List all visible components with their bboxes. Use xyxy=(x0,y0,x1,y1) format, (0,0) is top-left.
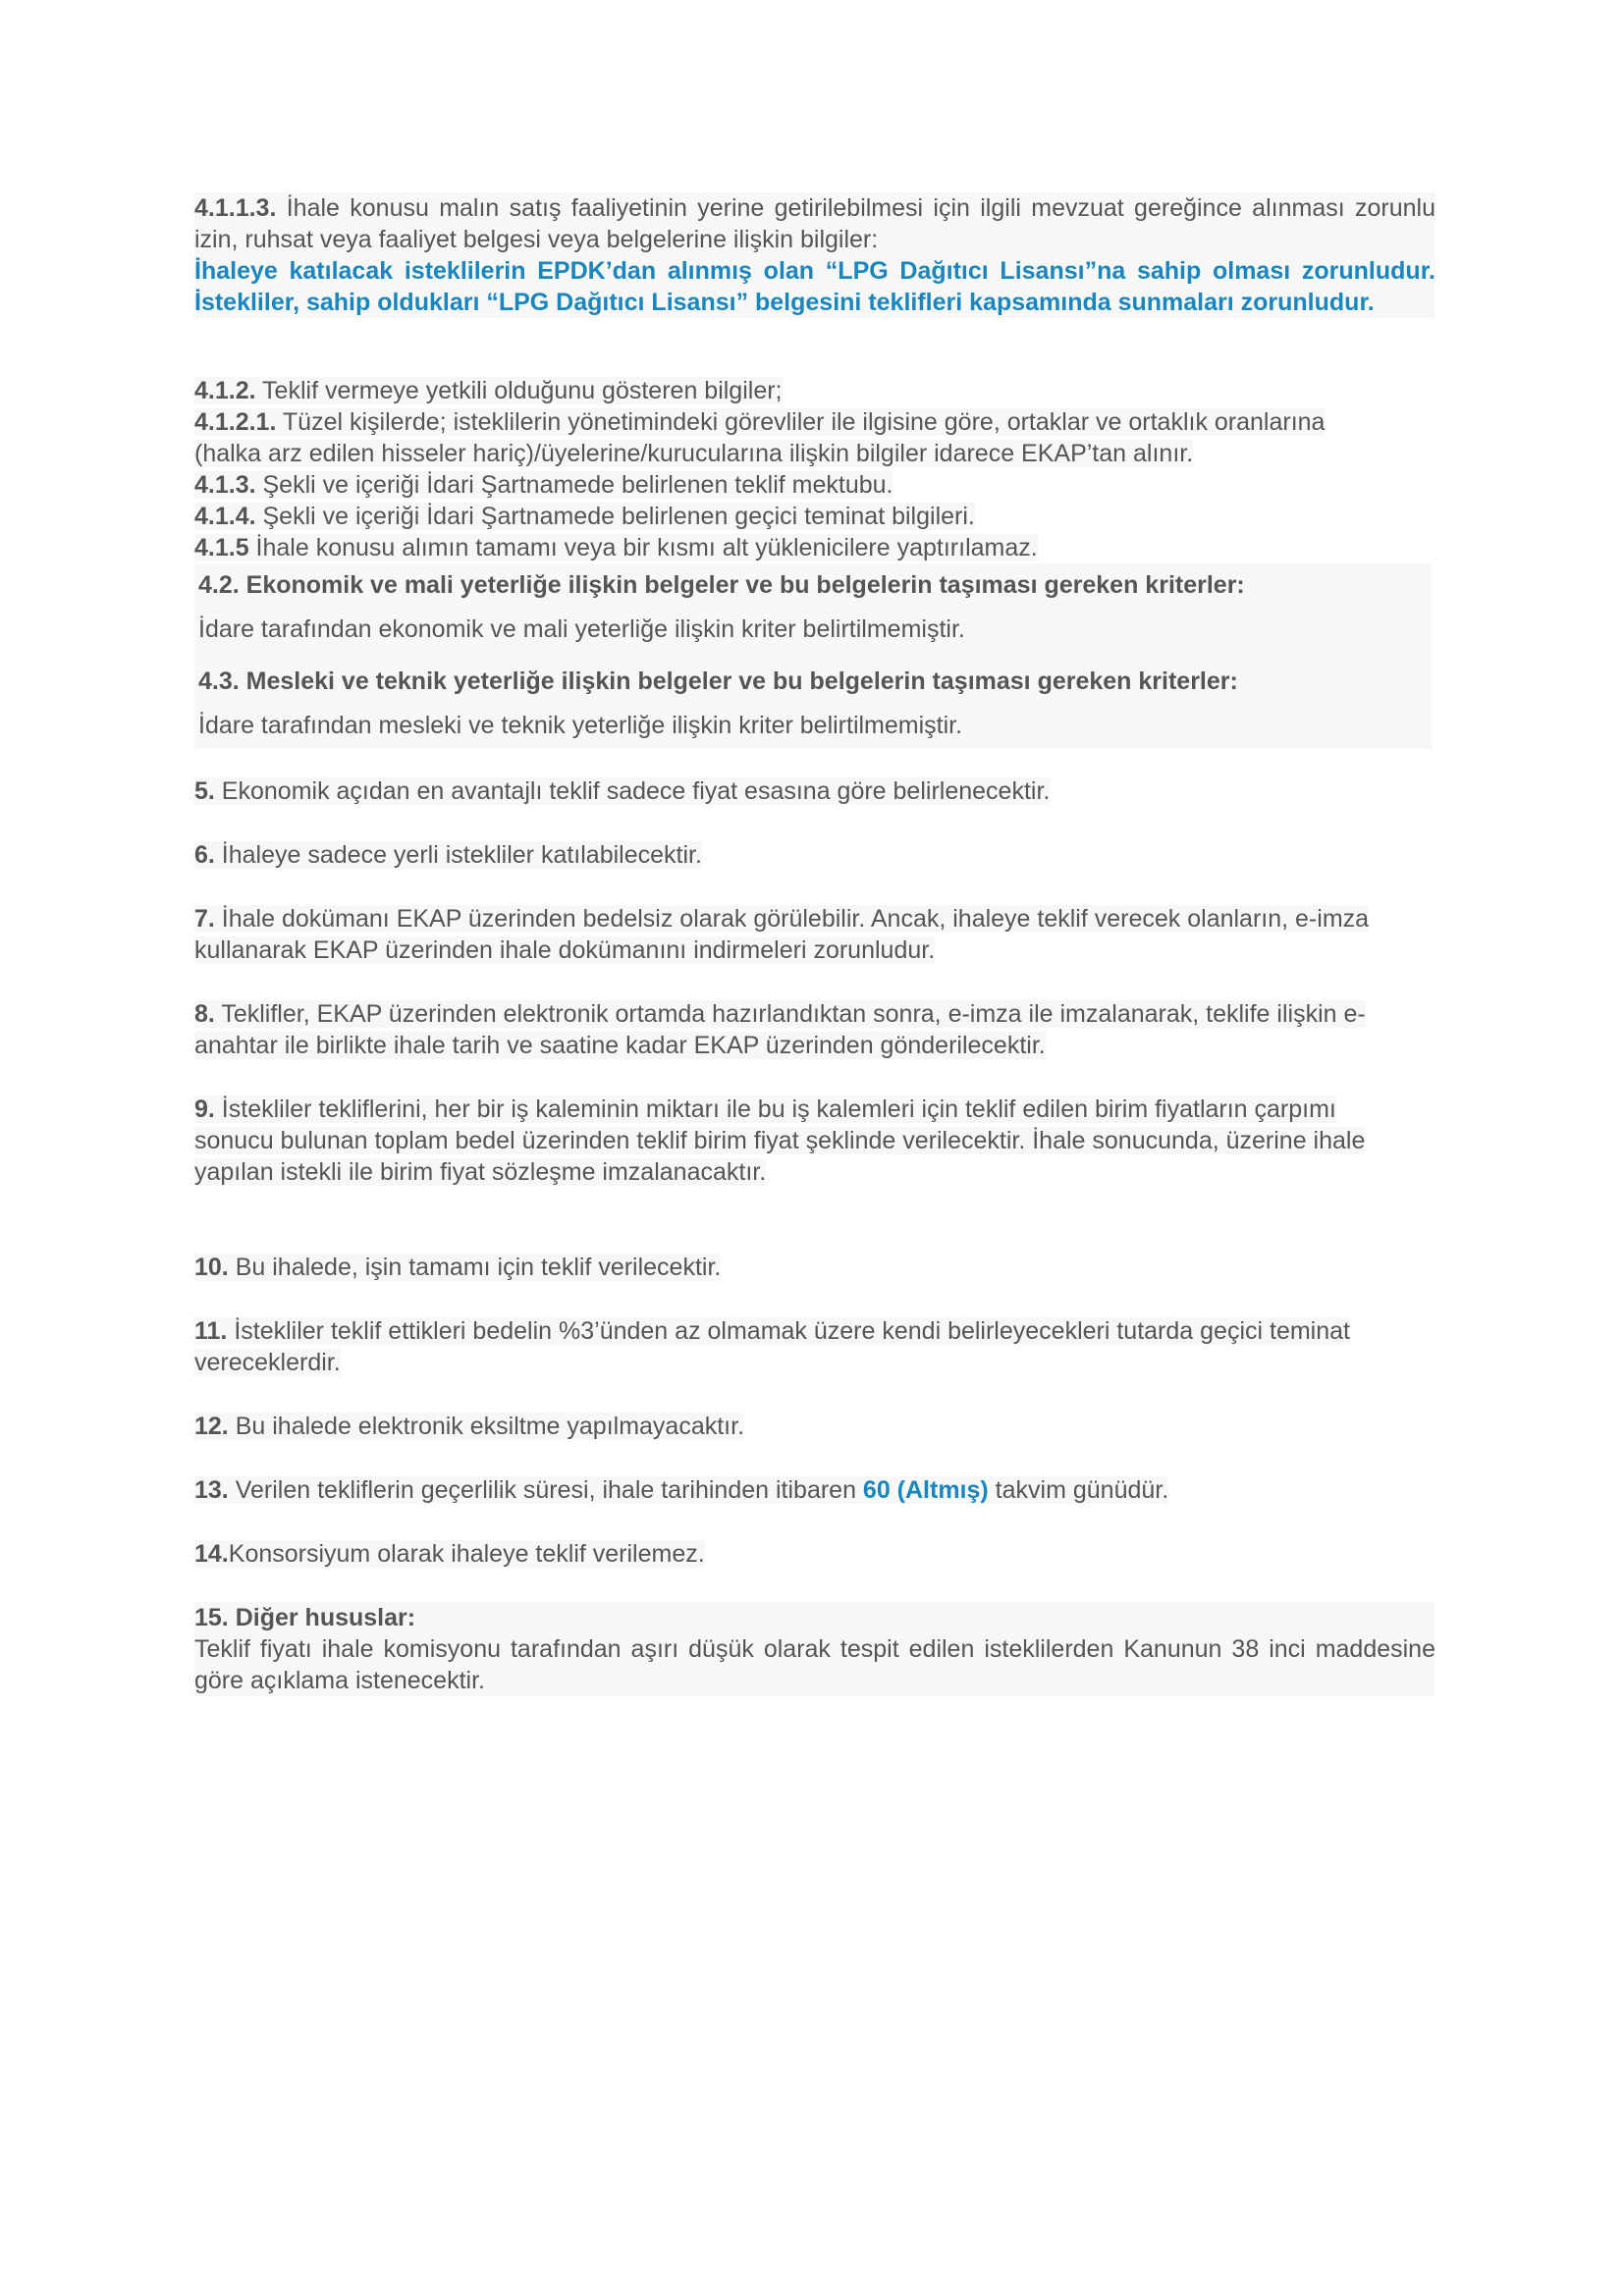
clause-text: Bu ihalede elektronik eksiltme yapılmayacaktır. xyxy=(228,1413,745,1440)
clause-number: 4.1.2.1. xyxy=(194,408,277,436)
clause-number: 9. xyxy=(194,1095,215,1123)
clause-text: İhale konusu malın satış faaliyetinin yerine getirilebilmesi için ilgili mevzuat gereğince alınması zorunlu izin, ruhsat veya faaliyet belgesi veya belgelerine ilişkin bilgiler: xyxy=(194,194,1435,253)
clause-text: Teklif vermeye yetkili olduğunu gösteren bilgiler; xyxy=(255,377,783,404)
clause-text: İhaleye sadece yerli istekliler katılabilecektir. xyxy=(214,841,702,869)
validity-period: 60 (Altmış) xyxy=(862,1476,989,1504)
clause-text: Ekonomik açıdan en avantajlı teklif sadece fiyat esasına göre belirlenecektir. xyxy=(214,777,1051,805)
clause-number: 4.1.3. xyxy=(194,471,256,499)
clause-7 xyxy=(194,903,1435,966)
clause-9 xyxy=(194,1094,1392,1188)
clause-text: İstekliler teklif ettikleri bedelin %3’ünden az olmamak üzere kendi belirleyecekleri tutarda geçici teminat vereceklerdir. xyxy=(194,1317,1350,1376)
clause-number: 4.1.4. xyxy=(194,503,256,530)
lpg-license-requirement: İhaleye katılacak isteklilerin EPDK’dan alınmış olan “LPG Dağıtıcı Lisansı”na sahip olması zorunludur. İstekliler, sahip oldukları “LPG Dağıtıcı Lisansı” belgesini teklifleri kapsamında sunmaları zorunludur. xyxy=(194,257,1435,316)
clause-4-1-2 xyxy=(194,375,1382,406)
clause-13 xyxy=(194,1474,1435,1506)
clause-6 xyxy=(194,839,1435,871)
document-page xyxy=(194,192,1435,1696)
clause-5 xyxy=(194,775,1435,807)
clause-number: 11. xyxy=(194,1317,228,1345)
qualification-criteria-box xyxy=(194,563,1432,749)
clause-number: 4.1.2. xyxy=(194,377,256,404)
clause-text-end: takvim günüdür. xyxy=(988,1476,1169,1504)
section-4-3-heading: 4.3. Mesleki ve teknik yeterliğe ilişkin belgeler ve bu belgelerin taşıması gereken kriterler: xyxy=(198,667,1238,695)
clause-14 xyxy=(194,1538,1435,1570)
clause-number: 10. xyxy=(194,1254,229,1281)
clause-text: Teklifler, EKAP üzerinden elektronik ortamda hazırlandıktan sonra, e-imza ile imzalanarak, teklife ilişkin e-anahtar ile birlikte ihale tarih ve saatine kadar EKAP üzerinden gönderilecektir. xyxy=(194,1000,1366,1059)
section-4-3-body: İdare tarafından mesleki ve teknik yeterliğe ilişkin kriter belirtilmemiştir. xyxy=(198,712,963,739)
clause-text: İstekliler tekliflerini, her bir iş kaleminin miktarı ile bu iş kalemleri için teklif edilen birim fiyatların çarpımı sonucu bulunan toplam bedel üzerinden teklif birim fiyat şeklinde verilecektir. İhale sonucunda, üzerine ihale yapılan istekli ile birim fiyat sözleşme imzalanacaktır. xyxy=(194,1095,1366,1186)
section-15-heading: 15. Diğer hususlar: xyxy=(194,1604,416,1631)
clause-4-1-5 xyxy=(194,532,1435,563)
clause-number: 5. xyxy=(194,777,215,805)
clause-number: 8. xyxy=(194,1000,215,1028)
clause-4-1-3 xyxy=(194,469,1435,501)
clause-15 xyxy=(194,1602,1435,1696)
clause-text: İhale dokümanı EKAP üzerinden bedelsiz olarak görülebilir. Ancak, ihaleye teklif verecek olanların, e-imza kullanarak EKAP üzerinden ihale dokümanını indirmeleri zorunludur. xyxy=(194,905,1370,964)
clause-number: 4.1.1.3. xyxy=(194,194,277,222)
clause-text: Şekli ve içeriği İdari Şartnamede belirlenen teklif mektubu. xyxy=(255,471,893,499)
clause-11 xyxy=(194,1315,1435,1378)
clause-text: Şekli ve içeriği İdari Şartnamede belirlenen geçici teminat bilgileri. xyxy=(255,503,975,530)
clause-text: İhale konusu alımın tamamı veya bir kısmı alt yüklenicilere yaptırılamaz. xyxy=(248,534,1038,561)
section-15-body: Teklif fiyatı ihale komisyonu tarafından aşırı düşük olarak tespit edilen isteklilerden Kanunun 38 inci maddesine göre açıklama istenecektir. xyxy=(194,1635,1435,1694)
clause-text: Verilen tekliflerin geçerlilik süresi, ihale tarihinden itibaren xyxy=(228,1476,863,1504)
section-4-2-body: İdare tarafından ekonomik ve mali yeterliğe ilişkin kriter belirtilmemiştir. xyxy=(198,615,965,643)
section-4-2-heading: 4.2. Ekonomik ve mali yeterliğe ilişkin belgeler ve bu belgelerin taşıması gereken kriterler: xyxy=(198,571,1245,599)
clause-text: Tüzel kişilerde; isteklilerin yönetimindeki görevliler ile ilgisine göre, ortaklar ve ortaklık oranlarına (halka arz edilen hisseler hariç)/üyelerine/kurucularına ilişkin bilgiler idarece EKAP’tan alınır. xyxy=(194,408,1326,467)
clause-text: Konsorsiyum olarak ihaleye teklif verilemez. xyxy=(228,1540,705,1568)
clause-10 xyxy=(194,1252,1435,1283)
clause-number: 14. xyxy=(194,1540,229,1568)
clause-12 xyxy=(194,1411,1435,1442)
clause-number: 4.1.5 xyxy=(194,534,249,561)
clause-4-1-4 xyxy=(194,501,1435,532)
clause-number: 13. xyxy=(194,1476,229,1504)
clause-8 xyxy=(194,998,1435,1061)
clause-number: 12. xyxy=(194,1413,229,1440)
clause-number: 6. xyxy=(194,841,215,869)
clause-4-1-2-1 xyxy=(194,406,1382,469)
clause-4-1-1-3 xyxy=(194,192,1435,318)
clause-text: Bu ihalede, işin tamamı için teklif verilecektir. xyxy=(228,1254,722,1281)
clause-number: 7. xyxy=(194,905,215,933)
